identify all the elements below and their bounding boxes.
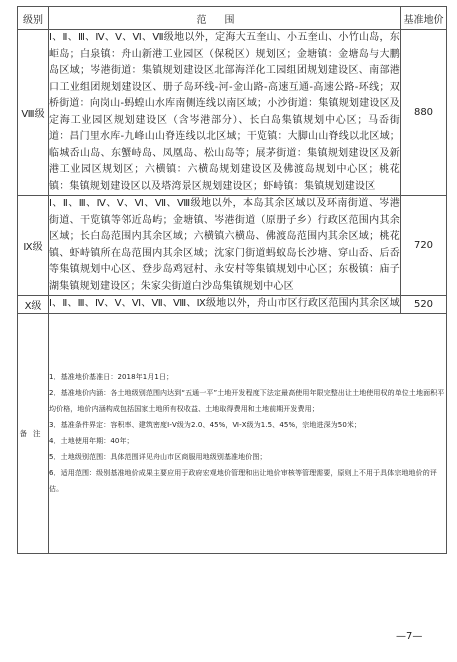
table-row bbox=[18, 196, 447, 296]
table-row bbox=[18, 30, 447, 196]
table-row bbox=[18, 296, 447, 314]
header-price: 基准地价 bbox=[401, 7, 447, 30]
row-level: Ⅷ级 bbox=[18, 30, 49, 196]
note-item: 5．土地级别范围：具体范围详见舟山市区商服用地级别基准地价图； bbox=[49, 453, 267, 461]
row-price: 880 bbox=[401, 30, 447, 196]
row-level: Ⅸ级 bbox=[18, 196, 49, 296]
note-item: 3．基准条件界定：容积率、建筑密度Ⅰ-Ⅴ级为2.0、45%，Ⅵ-Ⅹ级为1.5、45%，宗地进深为50米； bbox=[49, 421, 362, 429]
row-price: 520 bbox=[401, 296, 447, 314]
note-item: 1．基准地价基准日：2018年1月1日； bbox=[49, 373, 174, 381]
notes-cell bbox=[49, 313, 447, 553]
note-item: 4．土地使用年期：40年； bbox=[49, 437, 134, 445]
notes-row bbox=[18, 313, 447, 553]
notes-list bbox=[49, 369, 446, 497]
note-item: 2．基准地价内涵：各土地级别范围内达到“五通一平”土地开发程度下法定最高使用年限完整出让土地使用权的单位土地面积平均价格，地价内涵构成包括国家土地所有权收益、土地取得费用和土地前期开发费用； bbox=[49, 389, 445, 413]
table-header-row bbox=[18, 7, 447, 30]
row-level: Ⅹ级 bbox=[18, 296, 49, 314]
row-range: Ⅰ、Ⅱ、Ⅲ、Ⅳ、Ⅴ、Ⅵ、Ⅶ级地以外，定海大五奎山、小五奎山、小竹山岛，东岠岛；白泉镇：舟山新港工业园区（保税区）规划区；金塘镇：金塘岛与大鹏岛区域；岑港街道：集镇规划建设区北部海洋化工园组团规划建设区、南部港口工业组团规划建设区、册子岛环线-河-金山路-高速互通-高速公路-环线；双桥街道：向岗山-蚂蝗山水库南侧连线以南区域；小沙街道：集镇规划建设区及定海工业园区规划建设区（含岑港部分）、长白岛集镇规划中心区；马岙街道：昌门里水库-九峰山山脊连线以北区域；干览镇：大脚山山脊线以北区域；临城岙山岛、东蟹峙岛、凤凰岛、松山岛等；展茅街道：集镇规划建设区及新港工业园区规划区；六横镇：六横岛规划建设区及佛渡岛规划中心区；桃花镇：集镇规划建设区以及塔湾景区规划建设区；虾峙镇：集镇规划建设区 bbox=[49, 30, 401, 196]
page-number: —7— bbox=[396, 631, 423, 642]
note-item: 6．适用范围：级别基准地价成果主要应用于政府宏观地价管理和出让地价审核等管理需要，原则上不用于具体宗地地价的评估。 bbox=[49, 469, 437, 493]
row-range: Ⅰ、Ⅱ、Ⅲ、Ⅳ、Ⅴ、Ⅵ、Ⅶ、Ⅷ级地以外，本岛其余区域以及环南街道、岑港街道、干览镇等邻近岛屿；金塘镇、岑港街道（原册子乡）行政区范围内其余区域；长白岛范围内其余区域；六横镇六横岛、佛渡岛范围内其余区域；桃花镇、虾峙镇所在岛范围内其余区域；沈家门街道蚂蚁岛长沙塘、穿山岙、后岙等集镇规划中心区、登步岛鸡冠村、永安村等集镇规划中心区；东极镇：庙子湖集镇规划建设区；朱家尖街道白沙岛集镇规划中心区 bbox=[49, 196, 401, 296]
header-level: 级别 bbox=[18, 7, 49, 30]
row-range: Ⅰ、Ⅱ、Ⅲ、Ⅳ、Ⅴ、Ⅵ、Ⅶ、Ⅷ、Ⅸ级地以外，舟山市区行政区范围内其余区域 bbox=[49, 296, 401, 314]
land-price-table bbox=[17, 6, 447, 554]
header-range: 范围 bbox=[49, 7, 401, 30]
notes-label: 备注 bbox=[18, 313, 49, 553]
row-price: 720 bbox=[401, 196, 447, 296]
